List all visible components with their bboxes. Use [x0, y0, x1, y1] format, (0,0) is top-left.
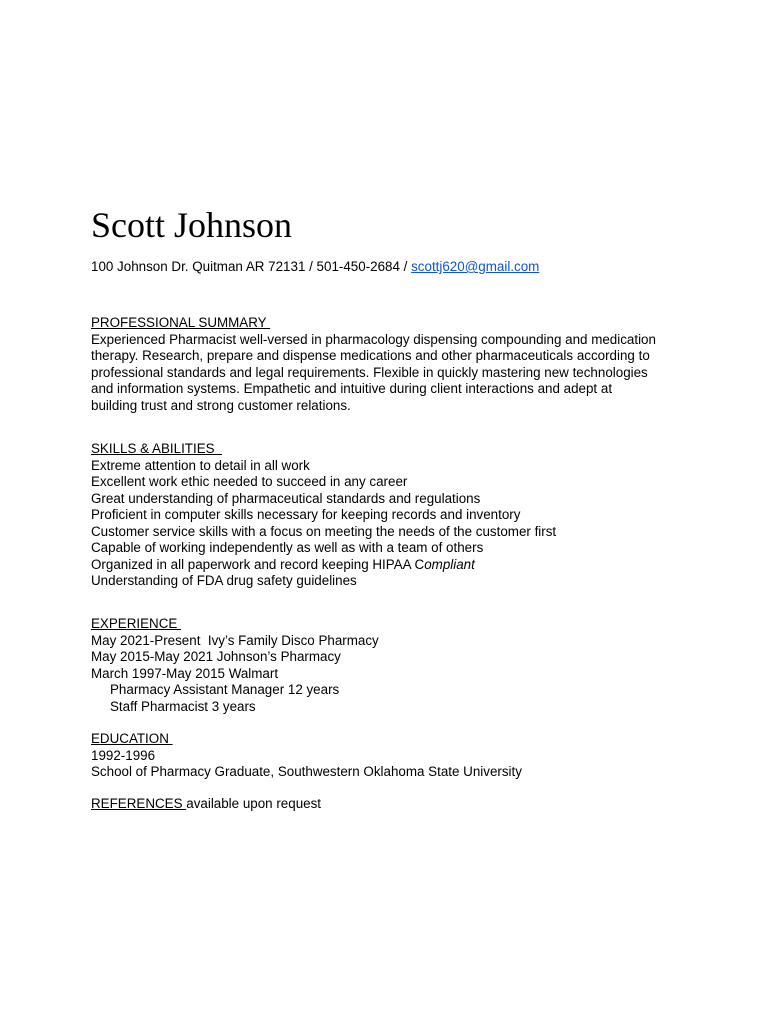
skill-item-hipaa — [91, 557, 691, 574]
education-section — [91, 731, 691, 781]
skills-section — [91, 441, 691, 590]
summary-line: professional standards and legal requirements. Flexible in quickly mastering new technologies — [91, 364, 648, 380]
references-section — [91, 796, 691, 813]
skill-item: Great understanding of pharmaceutical standards and regulations — [91, 490, 481, 506]
skill-item: Excellent work ethic needed to succeed in any career — [91, 474, 408, 489]
summary-line: building trust and strong customer relations. — [91, 397, 351, 413]
experience-role: Staff Pharmacist 3 years — [110, 698, 256, 714]
skills-heading: SKILLS & ABILITIES — [91, 441, 222, 456]
references-text: available upon request — [186, 796, 321, 811]
experience-job: March 1997-May 2015 Walmart — [91, 665, 279, 681]
email-link[interactable]: scottj620@gmail.com — [411, 259, 540, 274]
resume-name: Scott Johnson — [91, 205, 293, 245]
experience-section — [91, 616, 691, 715]
skill-item: Understanding of FDA drug safety guidelines — [91, 573, 357, 588]
hipaa-text: Organized in all paperwork and record keeping HIPAA C — [91, 556, 425, 572]
skill-item: Capable of working independently as well as with a team of others — [91, 540, 484, 555]
experience-job: May 2021-Present Ivy’s Family Disco Pharmacy — [91, 632, 379, 648]
hipaa-text-italic: ompliant — [424, 556, 475, 572]
experience-role: Pharmacy Assistant Manager 12 years — [110, 682, 340, 697]
references-line — [91, 796, 691, 813]
summary-line: Experienced Pharmacist well-versed in pharmacology dispensing compounding and medication — [91, 331, 656, 347]
summary-line: therapy. Research, prepare and dispense medications and other pharmaceuticals according to — [91, 348, 650, 363]
professional-summary-heading: PROFESSIONAL SUMMARY — [91, 315, 271, 330]
education-heading: EDUCATION — [91, 731, 173, 746]
skill-item: Extreme attention to detail in all work — [91, 457, 310, 473]
references-heading: REFERENCES — [91, 796, 187, 811]
education-school: School of Pharmacy Graduate, Southwestern Oklahoma State University — [91, 764, 522, 779]
summary-line: and information systems. Empathetic and intuitive during client interactions and adept at — [91, 381, 613, 396]
skill-item: Proficient in computer skills necessary for keeping records and inventory — [91, 507, 521, 522]
professional-summary-section — [91, 315, 691, 414]
contact-address-phone: 100 Johnson Dr. Quitman AR 72131 / 501-450-2684 / — [91, 259, 412, 274]
skill-item: Customer service skills with a focus on meeting the needs of the customer first — [91, 523, 557, 539]
education-years: 1992-1996 — [91, 747, 156, 763]
contact-line — [91, 259, 539, 276]
experience-heading: EXPERIENCE — [91, 616, 182, 631]
experience-job: May 2015-May 2021 Johnson’s Pharmacy — [91, 649, 341, 664]
